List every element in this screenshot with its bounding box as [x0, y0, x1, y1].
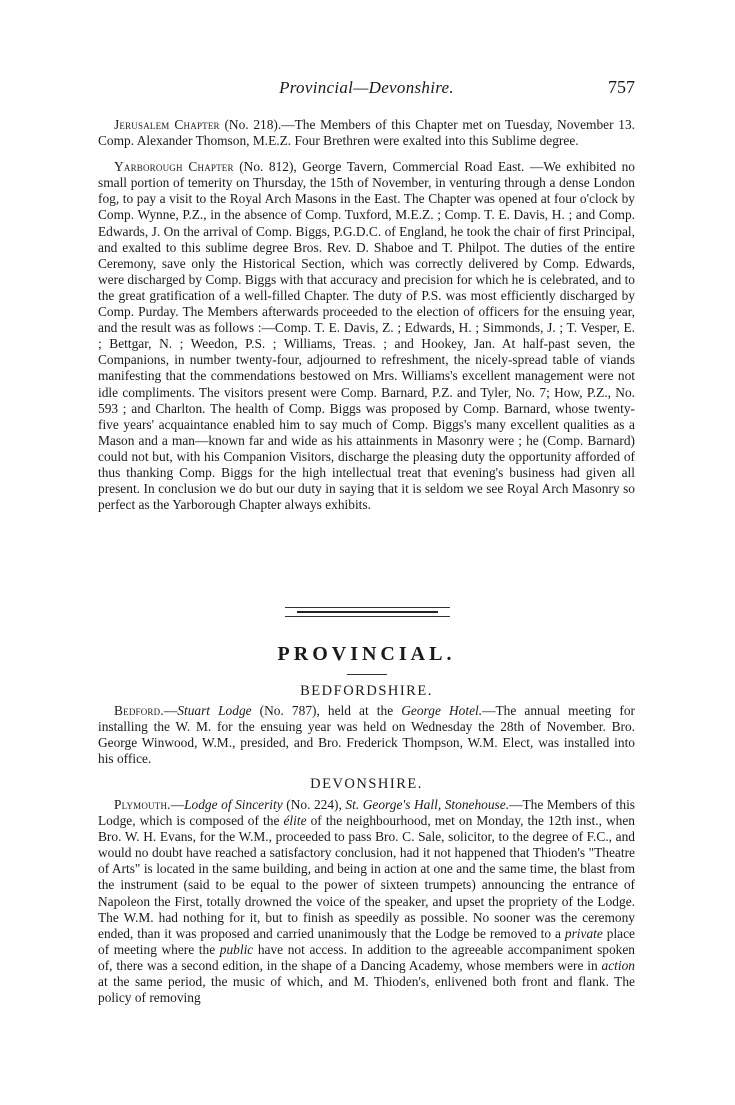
- place-name: Plymouth.: [114, 797, 171, 812]
- chapter-reports: [98, 117, 635, 523]
- lodge-name: Lodge of Sincerity: [184, 797, 283, 812]
- page-header: [98, 78, 635, 102]
- bedford-paragraph: Bedford.—Stuart Lodge (No. 787), held at the George Hotel.—The annual meeting for installing the W. M. for the ensuing year was held on Wednesday the 28th of November. Bro. George Winwood, W.M., presided, and Bro. Frederick Thompson, W.M. Elect, was installed into his office.: [98, 703, 636, 767]
- lodge-name: Stuart Lodge: [177, 703, 252, 718]
- paragraph-lead: Jerusalem Chapter: [114, 117, 220, 132]
- county-heading-bedfordshire: BEDFORDSHIRE.: [300, 683, 433, 699]
- plymouth-paragraph: Plymouth.—Lodge of Sincerity (No. 224), St. George's Hall, Stonehouse.—The Members of this Lodge, which is composed of the élite of the neighbourhood, met on Monday, the 12th inst., when Bro. W. H. Evans, for the W.M., proceeded to pass Bro. C. Sale, solicitor, to the degree of F.C., and would no doubt have reached a satisfactory conclusion, had it not happened that Thioden's "Theatre of Arts" is located in the same building, and being in action at one and the same time, the blast from the instrument (said to be equal to the power of sixteen trumpets) announcing the entrance of Napoleon the First, totally drowned the voice of the speaker, and upset the propriety of the Lodge. The W.M. had nothing for it, but to finish as speedily as possible. No sooner was the ceremony ended, than it was proposed and carried unanimously that the Lodge be removed to a private place of meeting where the public have not access. In addition to the agreeable accompaniment spoken of, there was a second edition, in the shape of a Dancing Academy, whose members were in action at the same period, the music of which, and M. Thioden's, enlivened both front and flank. The policy of removing: [98, 797, 636, 1006]
- yarborough-chapter-paragraph: [98, 159, 635, 513]
- venue-name: George Hotel.: [401, 703, 483, 718]
- county-heading-devonshire: DEVONSHIRE.: [310, 776, 423, 792]
- section-divider: [285, 605, 450, 619]
- bedfordshire-report: [98, 703, 635, 777]
- paragraph-lead: Yarborough Chapter: [114, 159, 234, 175]
- page-number: 757: [608, 77, 635, 97]
- title-rule: [347, 674, 387, 675]
- paragraph-text: (No. 218).—The Members of this Chapter met on Tuesday, November 13. Comp. Alexander Thomson, M.E.Z. Four Brethren were exalted into this Sublime degree.: [98, 117, 635, 149]
- place-name: Bedford.: [114, 703, 164, 718]
- paragraph-text: (No. 812), George Tavern, Commercial Road East. —We exhibited no small portion of temerity on Thursday, the 15th of November, in venturing through a dense London fog, to pay a visit to the Royal Arch Masons in the East. The Chapter was opened at four o'clock by Comp. Wynne, P.Z., in the absence of Comp. Tuxford, M.E.Z. ; Comp. T. E. Davis, H. ; and Comp. Edwards, J. On the arrival of Comp. Biggs, P.G.D.C. of England, he took the chair of first Principal, and exalted to this sublime degree Bros. Rev. D. Shaboe and T. Philpot. The duties of the entire Ceremony, save only the Historical Section, which was correctly delivered by Comp. Edwards, were discharged by Comp. Biggs with that accuracy and precision for which he is celebrated, and to the great gratification of a well-filled Chapter. The duty of P.S. was most efficiently discharged by Comp. Purday. The Members afterwards proceeded to the election of officers for the ensuing year, and the result was as follows :—Comp. T. E. Davis, Z. ; Edwards, H. ; Simmonds, J. ; T. Vesper, E. ; Bettgar, N. ; Weedon, P.S. ; Williams, Treas. ; and Hookey, Jan. At half-past seven, the Companions, in number twenty-four, adjourned to refreshment, the nicely-spread table of viands manifesting that the commendations bestowed on Mrs. Williams's excellent management were not idle compliments. The visitors present were Comp. Barnard, P.Z. and Tyler, No. 7; How, P.Z., No. 593 ; and Charlton. The health of Comp. Biggs was proposed by Comp. Barnard, whose twenty-five years' acquaintance enabled him to say much of Comp. Biggs's many excellent qualities as a Mason and a man—known far and wide as his attainments in Masonry were ; he (Comp. Barnard) could not but, with his Companion Visitors, discharge the pleasing duty the opportunity afforded of thus thanking Comp. Biggs for the high intellectual treat that evening's business had given all present. In conclusion we do but our duty in saying that it is seldom we see Royal Arch Masonry so perfect as the Yarborough Chapter always exhibits.: [98, 159, 635, 513]
- venue-name: St. George's Hall, Stonehouse.: [345, 797, 510, 812]
- devonshire-report: [98, 797, 635, 1016]
- jerusalem-chapter-paragraph: [98, 117, 635, 149]
- section-title: PROVINCIAL.: [277, 643, 456, 665]
- running-title: Provincial—Devonshire.: [279, 78, 454, 97]
